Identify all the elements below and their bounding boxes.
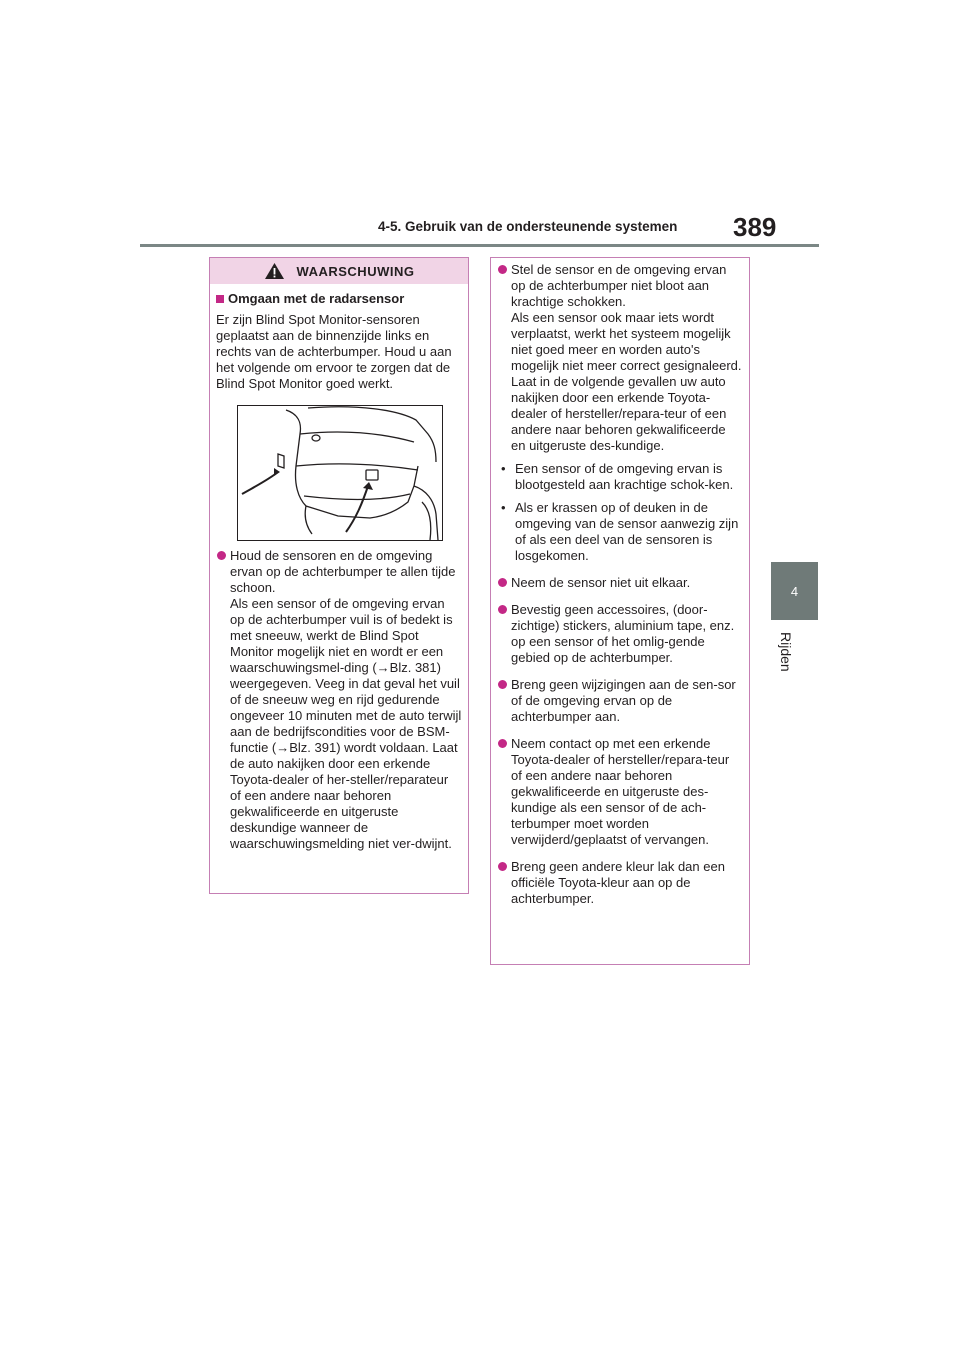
bullet-dot-icon [498, 862, 507, 871]
page-number: 389 [733, 212, 777, 242]
bullet-text: Bevestig geen accessoires, (door-zichtige) stickers, aluminium tape, enz. op een sensor of het omlig-gende gebied op de achterbumper. [511, 602, 735, 665]
bullet-text: Stel de sensor en de omgeving ervan op de achterbumper niet bloot aan krachtige schokken. Als een sensor ook maar iets wordt verplaatst, werkt het systeem mogelijk niet goed meer en worden auto's mogelijk niet meer correct gesignaleerd. Laat in de volgende gevallen uw auto nakijken door een erkende Toyota-dealer of hersteller/repara-teur of een andere naar behoren gekwalificeerde en uitgeruste des-kundige. [511, 262, 742, 453]
bullet-item [497, 859, 743, 907]
bullet-text: Houd de sensoren en de omgeving ervan op de achterbumper te allen tijde schoon. Als een sensor of de omgeving ervan op de achterbumper vuil is of bedekt is met sneeuw, werkt de Blind Spot Monitor mogelijk niet en wordt er een waarschuwingsmel-ding (→Blz. 381) weergegeven. Veeg in dat geval het vuil of de sneeuw weg en rijd gedurende ongeveer 10 minuten met de auto terwijl aan de bedrijfscondities voor de BSM-functie (→Blz. 391) wordt voldaan. Laat de auto nakijken door een erkende Toyota-dealer of her-steller/reparateur of een andere naar behoren gekwalificeerde en uitgeruste deskundige wanneer de waarschuwingsmelding niet ver-dwijnt. [230, 548, 462, 851]
bullet-item [497, 602, 743, 666]
bullet-text: Breng geen andere kleur lak dan een officiële Toyota-kleur aan op de achterbumper. [511, 859, 725, 906]
sub-bullet-text: Een sensor of de omgeving ervan is blootgesteld aan krachtige schok-ken. [515, 461, 734, 492]
header-divider [140, 244, 819, 247]
sub-bullet-marker: • [501, 500, 506, 515]
sub-bullet-item [501, 500, 743, 564]
warning-box-continued [490, 257, 750, 965]
bullet-dot-icon [498, 265, 507, 274]
bullet-text: Neem contact op met een erkende Toyota-dealer of hersteller/repara-teur of een andere naar behoren gekwalificeerde en uitgeruste des-kundige als een sensor of de ach-terbumper moet worden verwijderd/geplaatst of vervangen. [511, 736, 730, 847]
bullet-dot-icon [217, 551, 226, 560]
bullet-dot-icon [498, 739, 507, 748]
right-bullet-list [497, 262, 743, 914]
warning-heading [216, 291, 462, 307]
warning-box [209, 257, 469, 894]
warning-triangle-icon [264, 262, 285, 280]
warning-header [210, 258, 468, 284]
warning-intro-block [216, 291, 462, 392]
sub-bullet-item [501, 461, 743, 493]
chapter-tab [771, 562, 818, 620]
bullet-item [497, 262, 743, 454]
warning-heading-text: Omgaan met de radarsensor [228, 291, 405, 306]
bullet-item [497, 736, 743, 848]
bullet-item [216, 548, 462, 852]
bullet-dot-icon [498, 680, 507, 689]
warning-label: WAARSCHUWING [296, 263, 415, 279]
bullet-dot-icon [498, 578, 507, 587]
chapter-title: Rijden [778, 632, 794, 672]
bullet-text: Breng geen wijzigingen aan de sen-sor of de omgeving ervan op de achterbumper aan. [511, 677, 736, 724]
bullet-text: Neem de sensor niet uit elkaar. [511, 575, 691, 590]
warning-intro: Er zijn Blind Spot Monitor-sensoren geplaatst aan de binnenzijde links en rechts van de achterbumper. Houd u aan het volgende om ervoor te zorgen dat de Blind Spot Monitor goed werkt. [216, 312, 452, 391]
rear-bumper-sensor-illustration [237, 405, 443, 541]
square-bullet-icon [216, 295, 224, 303]
sub-bullet-marker: • [501, 461, 506, 476]
section-title: 4-5. Gebruik van de ondersteunende systemen [378, 219, 678, 234]
sub-bullet-text: Als er krassen op of deuken in de omgeving van de sensor aanwezig zijn of als een deel van de sensoren is losgekomen. [515, 500, 739, 563]
bullet-dot-icon [498, 605, 507, 614]
bullet-item [497, 677, 743, 725]
bullet-item [497, 575, 743, 591]
chapter-number: 4 [790, 583, 799, 599]
left-bullet-list [216, 548, 462, 859]
